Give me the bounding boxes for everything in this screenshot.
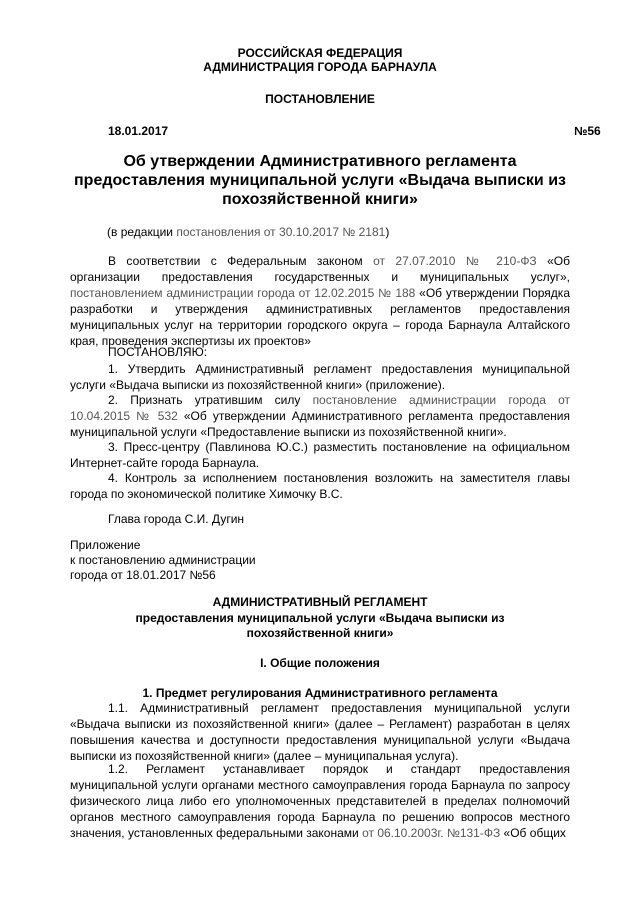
item-2 — [70, 392, 570, 440]
law-link[interactable]: от 27.07.2010 № 210-ФЗ — [373, 254, 537, 268]
title-line-3: похозяйственной книги» — [222, 191, 418, 208]
item-2-text-1: 2. Признать утратившим силу — [108, 393, 313, 407]
appendix-line-1: Приложение — [70, 538, 141, 552]
section-heading: I. Общие положения — [260, 656, 380, 670]
preamble-text-3: «Об утверждении Порядка разработки и утверждения административных регламентов предоставления муниципальных услуг на территории городского округа – города Барнаула Алтайского края, проведения экспертизы их проектов» — [70, 286, 570, 348]
signature: Глава города С.И. Дугин — [108, 512, 245, 526]
preamble-text-2: «Об организации предоставления государственных и муниципальных услуг», — [70, 254, 570, 284]
regulation-subtitle-2: похозяйственной книги» — [246, 626, 394, 640]
paragraph-1-2-text-2: «Об общих — [500, 826, 566, 840]
appendix-line-3: города от 18.01.2017 №56 — [70, 568, 216, 582]
title-line-2: предоставления муниципальной услуги «Выдача выписки из — [74, 172, 566, 189]
edition-link[interactable]: постановления от 30.10.2017 № 2181 — [176, 225, 386, 239]
document-date: 18.01.2017 — [108, 124, 169, 138]
country-heading: РОССИЙСКАЯ ФЕДЕРАЦИЯ — [237, 46, 403, 60]
edition-prefix: (в редакции — [107, 225, 177, 239]
paragraph-1-1: 1.1. Административный регламент предоставления муниципальной услуги «Выдача выписки из похозяйственной книги» (далее – Регламент) разработан в целях повышения качества и доступности предоставления муниципальной услуги «Выдача выписки из похозяйственной книги» (далее – муниципальная услуга). — [70, 701, 570, 763]
administration-heading: АДМИНИСТРАЦИЯ ГОРОДА БАРНАУЛА — [203, 60, 437, 74]
edition-suffix: ) — [385, 225, 390, 239]
document-type: ПОСТАНОВЛЕНИЕ — [265, 92, 375, 106]
paragraph-1-2-link[interactable]: от 06.10.2003г. №131-ФЗ — [362, 826, 501, 840]
resolution-link[interactable]: постановлением администрации города от 12.02.2015 № 188 — [70, 286, 416, 300]
document-number: №56 — [574, 124, 601, 138]
regulation-subtitle-1: предоставления муниципальной услуги «Выдача выписки из — [135, 611, 505, 625]
edition-note — [107, 225, 389, 240]
item-4: 4. Контроль за исполнением постановления возложить на заместителя главы города по экономической политике Химочку В.С. — [70, 471, 570, 501]
item-1: 1. Утвердить Административный регламент предоставления муниципальной услуги «Выдача выписки из похозяйственной книги» (приложение). — [70, 362, 570, 392]
preamble-text-1: В соответствии с Федеральным законом — [108, 254, 374, 268]
subsection-heading: 1. Предмет регулирования Административного регламента — [142, 686, 498, 700]
paragraph-1-2-text-1: 1.2. Регламент устанавливает порядок и стандарт предоставления муниципальной услуги органами местного самоуправления города Барнаула по запросу физического лица либо его уполномоченных представителей в пределах полномочий органов местного самоуправления города Барнаула по решению вопросов местного значения, установленных федеральными законами — [70, 762, 570, 840]
item-2-link[interactable]: постановление администрации города от 10.04.2015 № 532 — [70, 393, 570, 423]
title-line-1: Об утверждении Административного регламента — [123, 153, 517, 170]
paragraph-1-2 — [70, 761, 570, 841]
item-3: 3. Пресс-центру (Павлинова Ю.С.) разместить постановление на официальном Интернет-сайте города Барнаула. — [70, 440, 570, 470]
preamble-paragraph — [70, 253, 570, 349]
item-2-text-2: «Об утверждении Административного регламента предоставления муниципальной услуги «Предоставление выписки из похозяйственной книги». — [70, 409, 570, 439]
appendix-line-2: к постановлению администрации — [70, 553, 256, 567]
resolve-word: ПОСТАНОВЛЯЮ: — [108, 345, 208, 359]
regulation-title: АДМИНИСТРАТИВНЫЙ РЕГЛАМЕНТ — [212, 595, 428, 609]
